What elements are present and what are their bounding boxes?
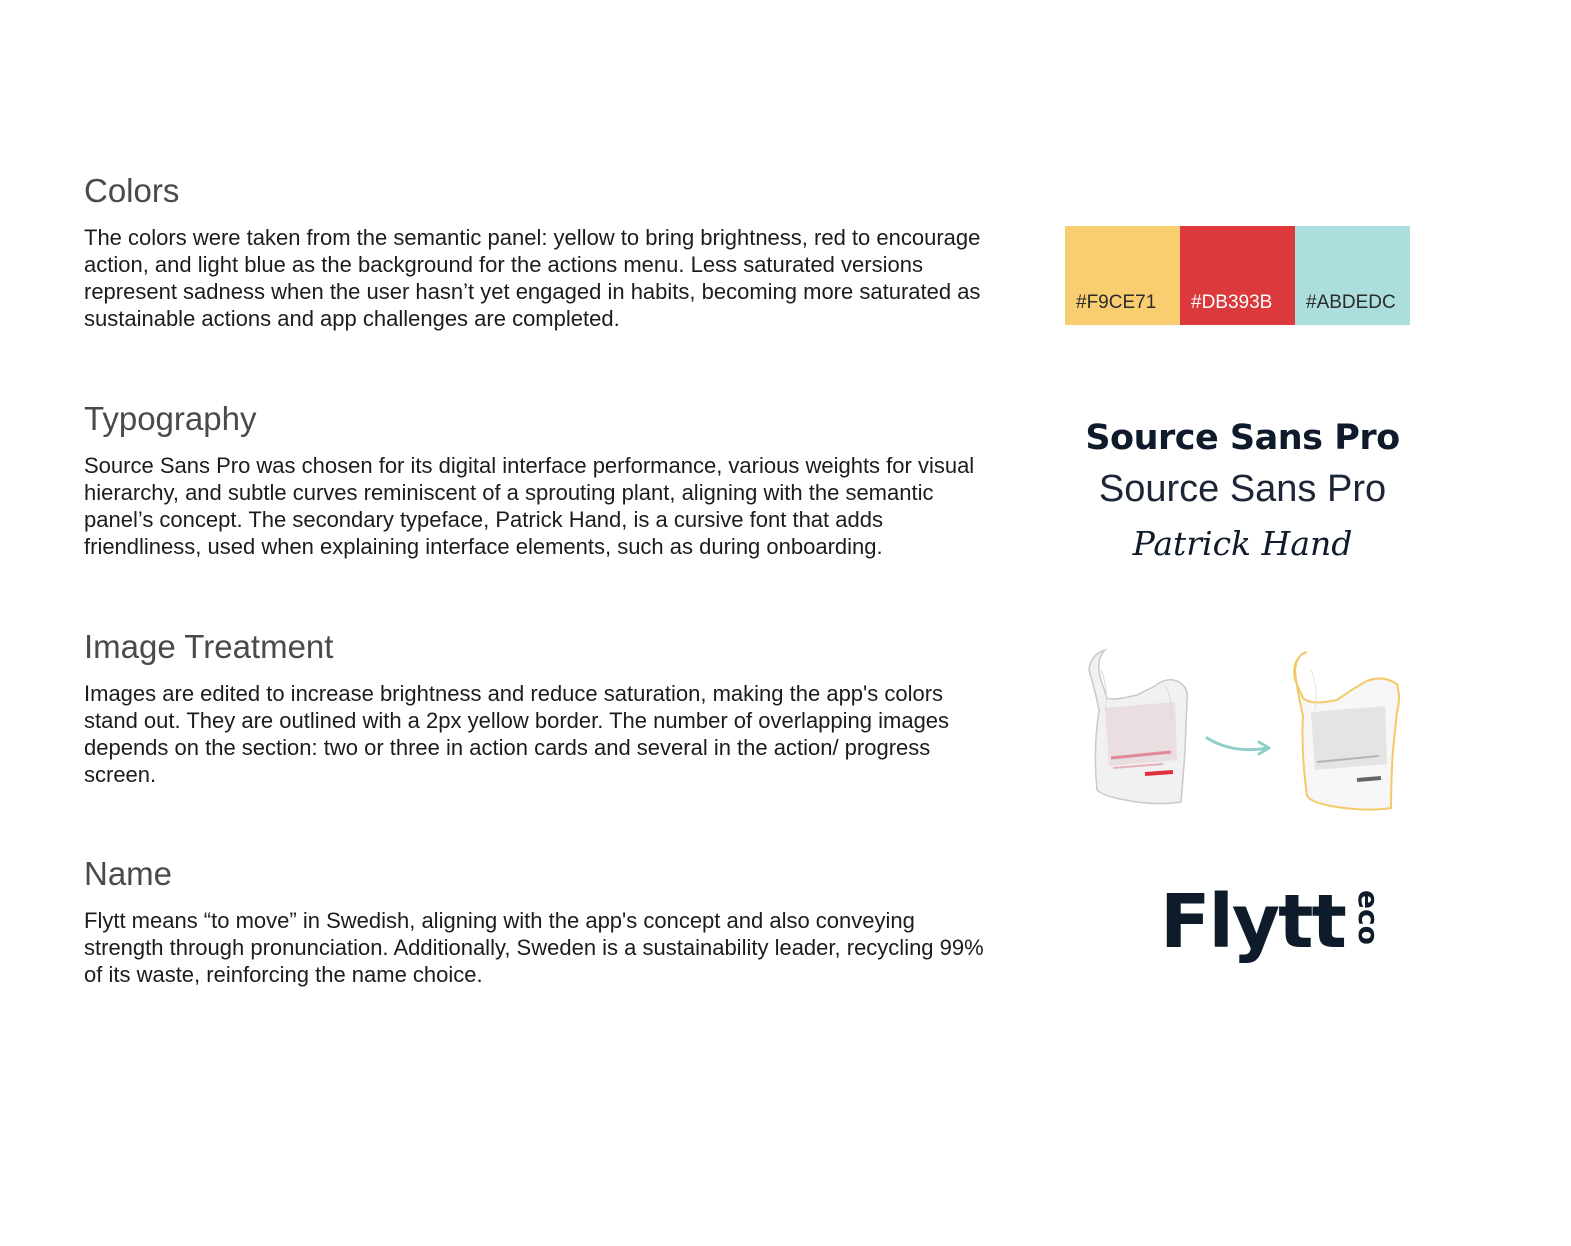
typography-description: Source Sans Pro was chosen for its digital interface performance, various weights for visual hierarchy, and subtle curves reminiscent of a sprouting plant, aligning with the semantic panel’s concept. The secondary typeface, Patrick Hand, is a cursive font that adds friendliness, used when explaining interface elements, such as during onboarding. [84,453,975,559]
swatch-red-label: #DB393B [1191,292,1273,313]
original-bag-image [1089,650,1187,804]
typography-samples [1065,414,1420,572]
sample-light-typeface: Source Sans Pro [1098,468,1387,510]
swatch-yellow [1065,226,1180,325]
logo-eco-tag: eco [1351,890,1385,945]
typography-heading: Typography [84,400,257,437]
color-palette [1065,226,1410,325]
swatch-yellow-label: #F9CE71 [1076,292,1157,313]
logo-wordmark: Flytt [1160,879,1345,965]
swatch-blue [1295,226,1410,325]
colors-heading: Colors [84,172,180,209]
colors-description: The colors were taken from the semantic panel: yellow to bring brightness, red to encourage action, and light blue as the background for the actions menu. Less saturated versions represent sadness when the user hasn’t yet engaged in habits, becoming more saturated as sustainable actions and app challenges are completed. [84,225,981,331]
image-treatment-heading: Image Treatment [84,628,334,665]
image-treatment-illustration [1075,640,1415,820]
name-heading: Name [84,855,173,892]
flytt-logo [1160,880,1383,970]
image-treatment-description: Images are edited to increase brightness and reduce saturation, making the app's colors stand out. They are outlined with a 2px yellow border. The number of overlapping images depends on the section: two or three in action cards and several in the action/ progress screen. [84,681,950,787]
colors-section [84,172,984,332]
name-description: Flytt means “to move” in Swedish, aligning with the app's concept and also conveying strength through pronunciation. Additionally, Sweden is a sustainability leader, recycling 99% of its waste, reinforcing the name choice. [84,908,984,987]
swatch-red [1180,226,1295,325]
image-treatment-section [84,628,984,788]
sample-hand-typeface: Patrick Hand [1132,524,1353,563]
arrow-icon [1207,738,1269,754]
sample-bold-typeface: Source Sans Pro [1085,418,1400,458]
typography-section [84,400,984,560]
name-section [84,855,984,988]
treated-bag-image [1294,652,1399,810]
swatch-blue-label: #ABDEDC [1306,292,1396,313]
